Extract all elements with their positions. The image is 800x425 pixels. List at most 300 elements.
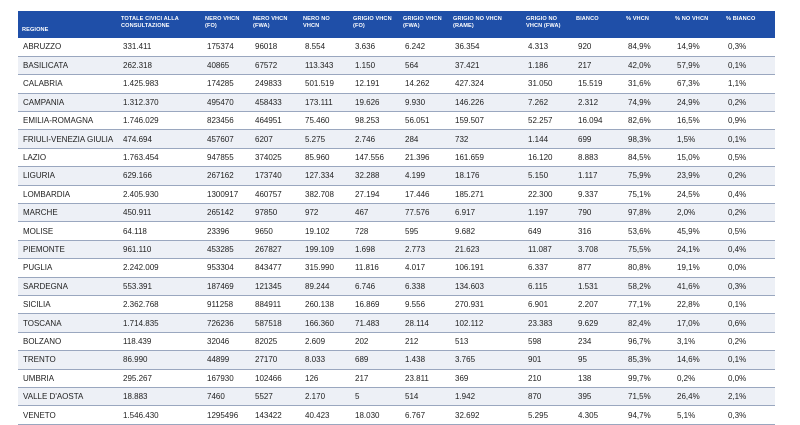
value-cell: 199.109: [299, 240, 349, 258]
value-cell: 0,0%: [722, 259, 775, 277]
coverage-table-container: [18, 11, 775, 425]
region-cell: MARCHE: [18, 204, 117, 222]
value-cell: 77,1%: [622, 295, 671, 313]
value-cell: 267827: [249, 240, 299, 258]
value-cell: 262.318: [117, 56, 201, 74]
value-cell: 21.623: [449, 240, 522, 258]
value-cell: 174285: [201, 75, 249, 93]
table-row: [18, 314, 775, 332]
value-cell: 18.176: [449, 167, 522, 185]
value-cell: 98,3%: [622, 130, 671, 148]
value-cell: 22.300: [522, 185, 572, 203]
value-cell: 0,4%: [722, 185, 775, 203]
value-cell: 5: [349, 387, 399, 405]
value-cell: 9.682: [449, 222, 522, 240]
column-header: TOTALE CIVICI ALLA CONSULTAZIONE: [117, 11, 201, 38]
value-cell: 11.087: [522, 240, 572, 258]
value-cell: 175374: [201, 38, 249, 56]
value-cell: 9.556: [399, 295, 449, 313]
table-row: [18, 351, 775, 369]
table-row: [18, 148, 775, 166]
value-cell: 901: [522, 351, 572, 369]
value-cell: 77.576: [399, 204, 449, 222]
value-cell: 553.391: [117, 277, 201, 295]
region-cell: VENETO: [18, 406, 117, 424]
value-cell: 36.354: [449, 38, 522, 56]
value-cell: 32.288: [349, 167, 399, 185]
value-cell: 467: [349, 204, 399, 222]
value-cell: 3.765: [449, 351, 522, 369]
value-cell: 369: [449, 369, 522, 387]
value-cell: 6.338: [399, 277, 449, 295]
value-cell: 32.692: [449, 406, 522, 424]
table-row: [18, 56, 775, 74]
value-cell: 187469: [201, 277, 249, 295]
value-cell: 514: [399, 387, 449, 405]
table-row: [18, 130, 775, 148]
value-cell: 5.275: [299, 130, 349, 148]
value-cell: 1.546.430: [117, 406, 201, 424]
table-header: [18, 11, 775, 38]
value-cell: 9.930: [399, 93, 449, 111]
region-cell: CALABRIA: [18, 75, 117, 93]
value-cell: 6.242: [399, 38, 449, 56]
table-row: [18, 204, 775, 222]
value-cell: 96018: [249, 38, 299, 56]
region-cell: ABRUZZO: [18, 38, 117, 56]
value-cell: 458433: [249, 93, 299, 111]
value-cell: 598: [522, 332, 572, 350]
region-cell: PIEMONTE: [18, 240, 117, 258]
value-cell: 167930: [201, 369, 249, 387]
value-cell: 0,3%: [722, 38, 775, 56]
region-cell: TOSCANA: [18, 314, 117, 332]
value-cell: 267162: [201, 167, 249, 185]
table-row: [18, 259, 775, 277]
value-cell: 249833: [249, 75, 299, 93]
value-cell: 23.383: [522, 314, 572, 332]
value-cell: 32046: [201, 332, 249, 350]
value-cell: 464951: [249, 112, 299, 130]
value-cell: 95: [572, 351, 622, 369]
table-row: [18, 277, 775, 295]
value-cell: 0,1%: [722, 351, 775, 369]
value-cell: 6.746: [349, 277, 399, 295]
value-cell: 217: [572, 56, 622, 74]
value-cell: 953304: [201, 259, 249, 277]
value-cell: 595: [399, 222, 449, 240]
value-cell: 64.118: [117, 222, 201, 240]
value-cell: 41,6%: [671, 277, 722, 295]
value-cell: 23,9%: [671, 167, 722, 185]
value-cell: 732: [449, 130, 522, 148]
value-cell: 1.312.370: [117, 93, 201, 111]
value-cell: 382.708: [299, 185, 349, 203]
value-cell: 173.111: [299, 93, 349, 111]
value-cell: 16.120: [522, 148, 572, 166]
value-cell: 374025: [249, 148, 299, 166]
value-cell: 6.917: [449, 204, 522, 222]
region-cell: CAMPANIA: [18, 93, 117, 111]
value-cell: 649: [522, 222, 572, 240]
column-header: NERO NO VHCN: [299, 11, 349, 38]
value-cell: 75,5%: [622, 240, 671, 258]
region-cell: PUGLIA: [18, 259, 117, 277]
value-cell: 102.112: [449, 314, 522, 332]
value-cell: 16,5%: [671, 112, 722, 130]
value-cell: 2,1%: [722, 387, 775, 405]
value-cell: 2.207: [572, 295, 622, 313]
value-cell: 118.439: [117, 332, 201, 350]
value-cell: 7.262: [522, 93, 572, 111]
value-cell: 726236: [201, 314, 249, 332]
region-cell: UMBRIA: [18, 369, 117, 387]
value-cell: 67572: [249, 56, 299, 74]
value-cell: 0,2%: [722, 332, 775, 350]
value-cell: 911258: [201, 295, 249, 313]
value-cell: 316: [572, 222, 622, 240]
value-cell: 0,1%: [722, 130, 775, 148]
value-cell: 790: [572, 204, 622, 222]
value-cell: 0,4%: [722, 240, 775, 258]
value-cell: 23396: [201, 222, 249, 240]
value-cell: 202: [349, 332, 399, 350]
value-cell: 8.033: [299, 351, 349, 369]
value-cell: 2.312: [572, 93, 622, 111]
value-cell: 28.114: [399, 314, 449, 332]
value-cell: 9650: [249, 222, 299, 240]
value-cell: 113.343: [299, 56, 349, 74]
column-header: GRIGIO VHCN (FWA): [399, 11, 449, 38]
value-cell: 2.405.930: [117, 185, 201, 203]
value-cell: 98.253: [349, 112, 399, 130]
region-cell: BASILICATA: [18, 56, 117, 74]
value-cell: 4.017: [399, 259, 449, 277]
value-cell: 166.360: [299, 314, 349, 332]
column-header: NERO VHCN (FO): [201, 11, 249, 38]
value-cell: 58,2%: [622, 277, 671, 295]
region-cell: EMILIA-ROMAGNA: [18, 112, 117, 130]
value-cell: 71.483: [349, 314, 399, 332]
table-body: [18, 38, 775, 424]
value-cell: 884911: [249, 295, 299, 313]
value-cell: 44899: [201, 351, 249, 369]
value-cell: 0,1%: [722, 295, 775, 313]
value-cell: 1.714.835: [117, 314, 201, 332]
value-cell: 0,5%: [722, 148, 775, 166]
column-header: % NO VHCN: [671, 11, 722, 38]
region-cell: LOMBARDIA: [18, 185, 117, 203]
table-row: [18, 167, 775, 185]
region-cell: SICILIA: [18, 295, 117, 313]
value-cell: 5.295: [522, 406, 572, 424]
value-cell: 629.166: [117, 167, 201, 185]
value-cell: 22,8%: [671, 295, 722, 313]
value-cell: 24,9%: [671, 93, 722, 111]
value-cell: 40865: [201, 56, 249, 74]
value-cell: 6.115: [522, 277, 572, 295]
value-cell: 1,5%: [671, 130, 722, 148]
region-cell: LIGURIA: [18, 167, 117, 185]
table-row: [18, 295, 775, 313]
value-cell: 1.763.454: [117, 148, 201, 166]
value-cell: 270.931: [449, 295, 522, 313]
value-cell: 84,5%: [622, 148, 671, 166]
value-cell: 18.030: [349, 406, 399, 424]
value-cell: 564: [399, 56, 449, 74]
table-row: [18, 75, 775, 93]
value-cell: 11.816: [349, 259, 399, 277]
value-cell: 265142: [201, 204, 249, 222]
value-cell: 3.636: [349, 38, 399, 56]
value-cell: 961.110: [117, 240, 201, 258]
value-cell: 80,8%: [622, 259, 671, 277]
value-cell: 19,1%: [671, 259, 722, 277]
region-cell: SARDEGNA: [18, 277, 117, 295]
value-cell: 0,9%: [722, 112, 775, 130]
value-cell: 19.102: [299, 222, 349, 240]
value-cell: 146.226: [449, 93, 522, 111]
value-cell: 699: [572, 130, 622, 148]
value-cell: 920: [572, 38, 622, 56]
value-cell: 6.767: [399, 406, 449, 424]
value-cell: 96,7%: [622, 332, 671, 350]
value-cell: 460757: [249, 185, 299, 203]
value-cell: 4.305: [572, 406, 622, 424]
value-cell: 121345: [249, 277, 299, 295]
value-cell: 331.411: [117, 38, 201, 56]
value-cell: 2.170: [299, 387, 349, 405]
value-cell: 1.531: [572, 277, 622, 295]
header-row: [18, 11, 775, 38]
value-cell: 40.423: [299, 406, 349, 424]
value-cell: 1.438: [399, 351, 449, 369]
region-cell: LAZIO: [18, 148, 117, 166]
value-cell: 972: [299, 204, 349, 222]
table-row: [18, 332, 775, 350]
value-cell: 16.869: [349, 295, 399, 313]
value-cell: 94,7%: [622, 406, 671, 424]
value-cell: 56.051: [399, 112, 449, 130]
region-cell: FRIULI-VENEZIA GIULIA: [18, 130, 117, 148]
value-cell: 14.262: [399, 75, 449, 93]
table-row: [18, 93, 775, 111]
value-cell: 82,6%: [622, 112, 671, 130]
value-cell: 474.694: [117, 130, 201, 148]
value-cell: 45,9%: [671, 222, 722, 240]
value-cell: 315.990: [299, 259, 349, 277]
value-cell: 0,2%: [671, 369, 722, 387]
value-cell: 284: [399, 130, 449, 148]
value-cell: 6207: [249, 130, 299, 148]
column-header: % VHCN: [622, 11, 671, 38]
value-cell: 15.519: [572, 75, 622, 93]
value-cell: 1.425.983: [117, 75, 201, 93]
value-cell: 15,0%: [671, 148, 722, 166]
value-cell: 0,2%: [722, 204, 775, 222]
value-cell: 843477: [249, 259, 299, 277]
value-cell: 0,6%: [722, 314, 775, 332]
value-cell: 97850: [249, 204, 299, 222]
value-cell: 31.050: [522, 75, 572, 93]
value-cell: 57,9%: [671, 56, 722, 74]
value-cell: 147.556: [349, 148, 399, 166]
value-cell: 1.150: [349, 56, 399, 74]
value-cell: 75,9%: [622, 167, 671, 185]
value-cell: 18.883: [117, 387, 201, 405]
value-cell: 85.960: [299, 148, 349, 166]
value-cell: 31,6%: [622, 75, 671, 93]
value-cell: 16.094: [572, 112, 622, 130]
value-cell: 260.138: [299, 295, 349, 313]
value-cell: 587518: [249, 314, 299, 332]
value-cell: 2.242.009: [117, 259, 201, 277]
table-row: [18, 222, 775, 240]
value-cell: 97,8%: [622, 204, 671, 222]
value-cell: 37.421: [449, 56, 522, 74]
value-cell: 2,0%: [671, 204, 722, 222]
value-cell: 728: [349, 222, 399, 240]
value-cell: 21.396: [399, 148, 449, 166]
value-cell: 1.117: [572, 167, 622, 185]
region-cell: MOLISE: [18, 222, 117, 240]
value-cell: 427.324: [449, 75, 522, 93]
value-cell: 8.883: [572, 148, 622, 166]
value-cell: 0,2%: [722, 93, 775, 111]
column-header: GRIGIO VHCN (FO): [349, 11, 399, 38]
value-cell: 1.746.029: [117, 112, 201, 130]
region-cell: VALLE D'AOSTA: [18, 387, 117, 405]
value-cell: 161.659: [449, 148, 522, 166]
value-cell: 295.267: [117, 369, 201, 387]
value-cell: 89.244: [299, 277, 349, 295]
value-cell: 6.901: [522, 295, 572, 313]
value-cell: 1.942: [449, 387, 522, 405]
value-cell: 450.911: [117, 204, 201, 222]
value-cell: 75.460: [299, 112, 349, 130]
value-cell: 4.199: [399, 167, 449, 185]
value-cell: 26,4%: [671, 387, 722, 405]
value-cell: 5.150: [522, 167, 572, 185]
column-header: BIANCO: [572, 11, 622, 38]
value-cell: 453285: [201, 240, 249, 258]
value-cell: 495470: [201, 93, 249, 111]
value-cell: 0,2%: [722, 167, 775, 185]
value-cell: 8.554: [299, 38, 349, 56]
value-cell: 2.773: [399, 240, 449, 258]
value-cell: 14,6%: [671, 351, 722, 369]
value-cell: 86.990: [117, 351, 201, 369]
value-cell: 159.507: [449, 112, 522, 130]
value-cell: 0,0%: [722, 369, 775, 387]
table-row: [18, 112, 775, 130]
value-cell: 1.144: [522, 130, 572, 148]
value-cell: 0,3%: [722, 406, 775, 424]
value-cell: 2.362.768: [117, 295, 201, 313]
value-cell: 99,7%: [622, 369, 671, 387]
value-cell: 823456: [201, 112, 249, 130]
value-cell: 27170: [249, 351, 299, 369]
value-cell: 870: [522, 387, 572, 405]
value-cell: 127.334: [299, 167, 349, 185]
value-cell: 9.629: [572, 314, 622, 332]
value-cell: 1295496: [201, 406, 249, 424]
region-cell: BOLZANO: [18, 332, 117, 350]
value-cell: 53,6%: [622, 222, 671, 240]
value-cell: 42,0%: [622, 56, 671, 74]
value-cell: 173740: [249, 167, 299, 185]
value-cell: 52.257: [522, 112, 572, 130]
value-cell: 5527: [249, 387, 299, 405]
value-cell: 1.197: [522, 204, 572, 222]
table-row: [18, 240, 775, 258]
value-cell: 234: [572, 332, 622, 350]
value-cell: 75,1%: [622, 185, 671, 203]
value-cell: 1.186: [522, 56, 572, 74]
column-header: GRIGIO NO VHCN (FWA): [522, 11, 572, 38]
value-cell: 74,9%: [622, 93, 671, 111]
value-cell: 5,1%: [671, 406, 722, 424]
table-row: [18, 185, 775, 203]
column-header: GRIGIO NO VHCN (RAME): [449, 11, 522, 38]
value-cell: 4.313: [522, 38, 572, 56]
value-cell: 1,1%: [722, 75, 775, 93]
value-cell: 17,0%: [671, 314, 722, 332]
table-row: [18, 387, 775, 405]
value-cell: 12.191: [349, 75, 399, 93]
value-cell: 3.708: [572, 240, 622, 258]
value-cell: 9.337: [572, 185, 622, 203]
value-cell: 85,3%: [622, 351, 671, 369]
value-cell: 143422: [249, 406, 299, 424]
value-cell: 1.698: [349, 240, 399, 258]
value-cell: 217: [349, 369, 399, 387]
value-cell: 2.746: [349, 130, 399, 148]
value-cell: 23.811: [399, 369, 449, 387]
column-header: REGIONE: [18, 11, 117, 38]
column-header: % BIANCO: [722, 11, 775, 38]
value-cell: 19.626: [349, 93, 399, 111]
value-cell: 82025: [249, 332, 299, 350]
value-cell: 395: [572, 387, 622, 405]
value-cell: 1300917: [201, 185, 249, 203]
value-cell: 0,1%: [722, 56, 775, 74]
value-cell: 947855: [201, 148, 249, 166]
value-cell: 513: [449, 332, 522, 350]
table-row: [18, 38, 775, 56]
value-cell: 126: [299, 369, 349, 387]
value-cell: 185.271: [449, 185, 522, 203]
value-cell: 27.194: [349, 185, 399, 203]
value-cell: 212: [399, 332, 449, 350]
column-header: NERO VHCN (FWA): [249, 11, 299, 38]
value-cell: 3,1%: [671, 332, 722, 350]
value-cell: 0,5%: [722, 222, 775, 240]
value-cell: 84,9%: [622, 38, 671, 56]
value-cell: 24,5%: [671, 185, 722, 203]
value-cell: 14,9%: [671, 38, 722, 56]
value-cell: 0,3%: [722, 277, 775, 295]
value-cell: 67,3%: [671, 75, 722, 93]
value-cell: 106.191: [449, 259, 522, 277]
value-cell: 7460: [201, 387, 249, 405]
value-cell: 24,1%: [671, 240, 722, 258]
value-cell: 689: [349, 351, 399, 369]
value-cell: 102466: [249, 369, 299, 387]
value-cell: 17.446: [399, 185, 449, 203]
region-cell: TRENTO: [18, 351, 117, 369]
table-row: [18, 369, 775, 387]
